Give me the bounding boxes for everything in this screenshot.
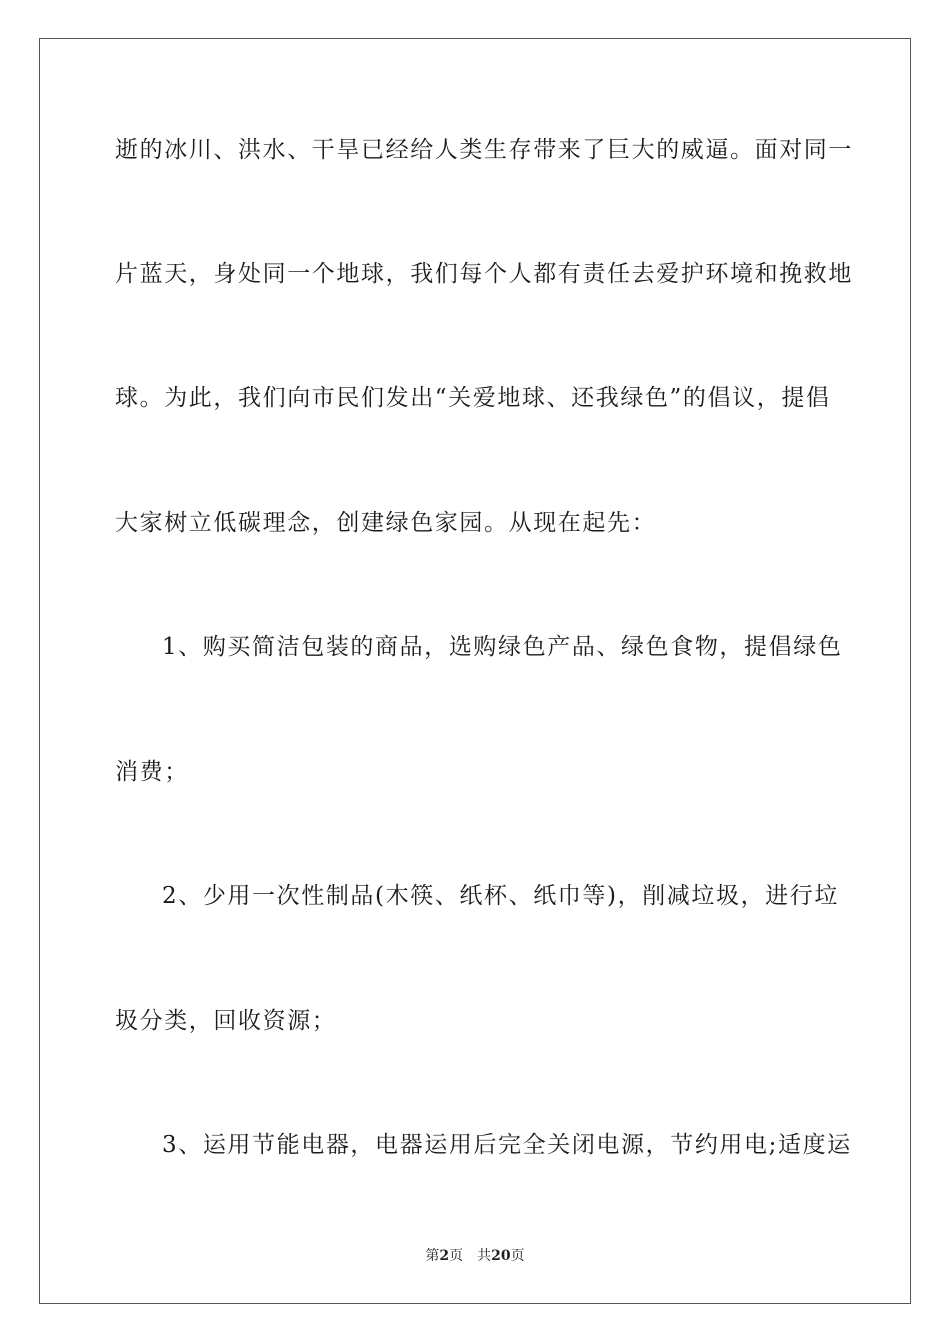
total-pages-number: 20 <box>491 1248 511 1264</box>
current-page-number: 2 <box>439 1248 450 1264</box>
list-item-2-continuation: 圾分类，回收资源； <box>115 1008 337 1034</box>
body-text-line: 大家树立低碳理念，创建绿色家园。从现在起先： <box>115 510 657 536</box>
page-footer <box>0 1246 950 1266</box>
page-suffix: 页 <box>449 1248 464 1264</box>
total-prefix: 共 <box>477 1248 492 1264</box>
list-item-1-line: 1、购买简洁包装的商品，选购绿色产品、绿色食物，提倡绿色 <box>162 634 843 660</box>
page-prefix: 第 <box>425 1248 440 1264</box>
total-suffix: 页 <box>510 1248 525 1264</box>
list-item-3-line: 3、运用节能电器，电器运用后完全关闭电源，节约用电;适度运 <box>162 1132 852 1158</box>
body-text-line: 片蓝天，身处同一个地球，我们每个人都有责任去爱护环境和挽救地 <box>115 261 853 287</box>
list-item-1-continuation: 消费； <box>115 759 189 785</box>
body-text-line: 逝的冰川、洪水、干旱已经给人类生存带来了巨大的威逼。面对同一 <box>115 137 853 163</box>
list-item-2-line: 2、少用一次性制品(木筷、纸杯、纸巾等)，削减垃圾，进行垃 <box>162 883 839 909</box>
body-text-line: 球。为此，我们向市民们发出“关爱地球、还我绿色”的倡议，提倡 <box>115 385 831 411</box>
page-border <box>39 38 911 1304</box>
